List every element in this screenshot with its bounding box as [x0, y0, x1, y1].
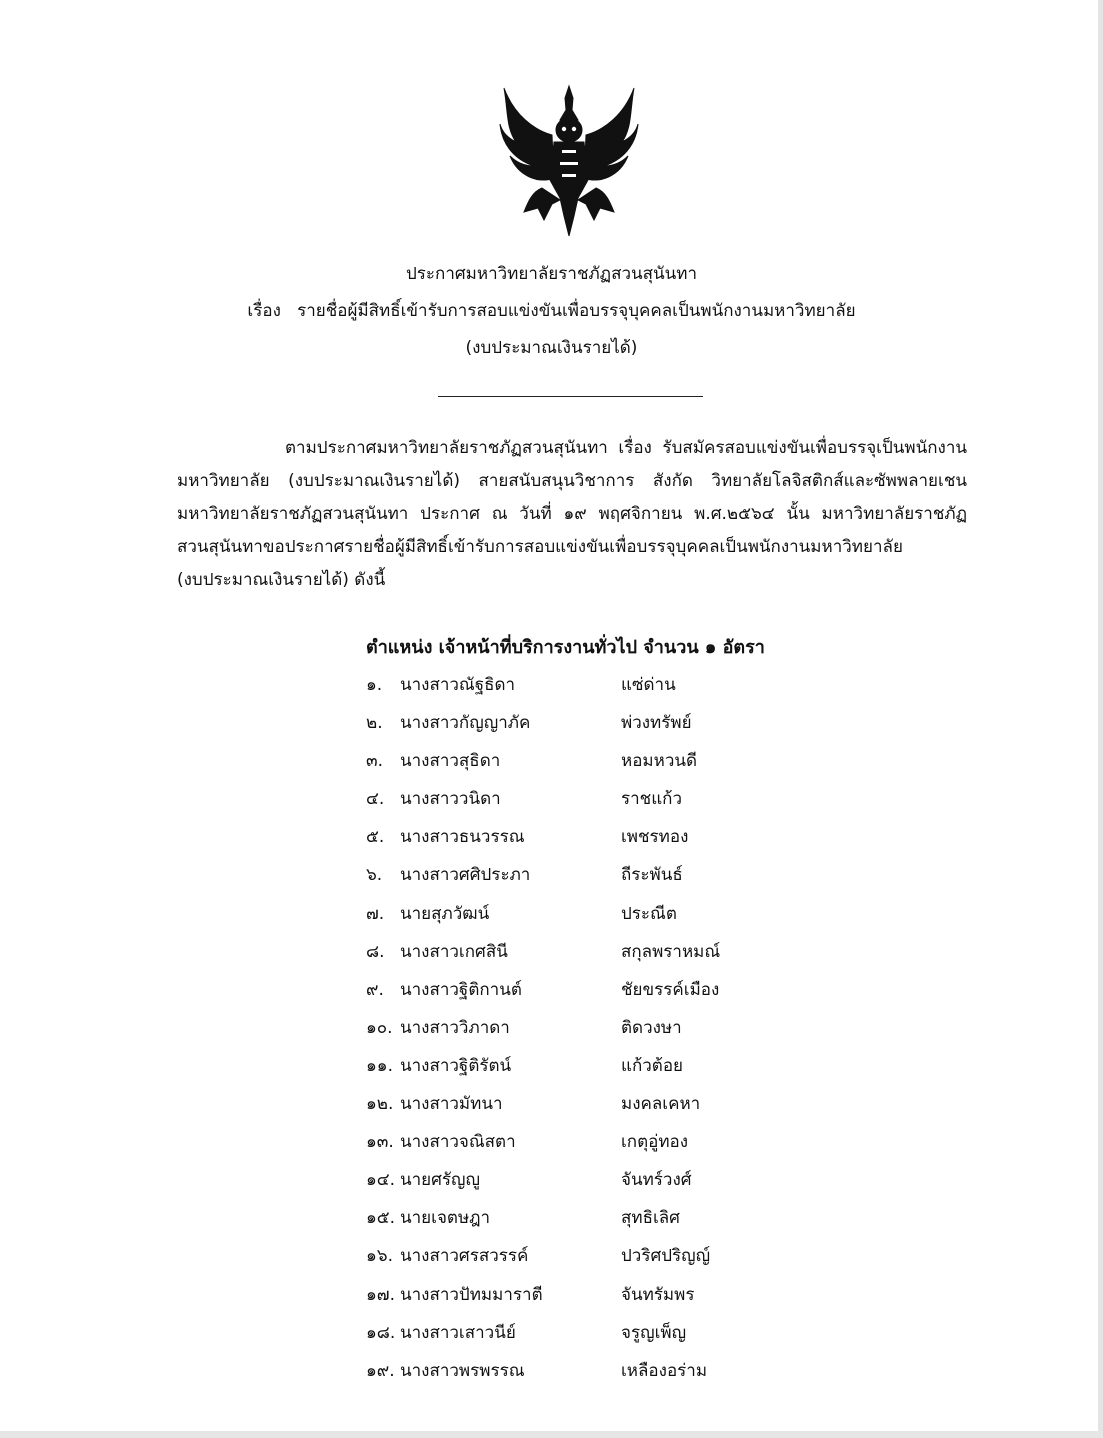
candidate-last-name: สกุลพราหมณ์ [621, 941, 721, 962]
list-item [366, 670, 786, 708]
candidate-number: ๑๒. [366, 1094, 394, 1115]
candidate-last-name: แก้วต้อย [621, 1055, 684, 1076]
candidate-first-name: นางสาววนิดา [400, 789, 501, 810]
candidate-first-name: นางสาวเสาวนีย์ [400, 1322, 516, 1343]
body-line: มหาวิทยาลัย (งบประมาณเงินรายได้) สายสนับสนุนวิชาการ สังกัด วิทยาลัยโลจิสติกส์และซัพพลายเชน [177, 471, 967, 491]
announcement-subject-line [0, 299, 1103, 323]
candidate-first-name: นางสาวฐิติกานต์ [400, 979, 522, 1000]
candidate-number: ๔. [366, 789, 385, 810]
candidate-last-name: พ่วงทรัพย์ [621, 713, 692, 734]
list-item [366, 860, 786, 898]
candidate-first-name: นางสาวมัทนา [400, 1094, 503, 1115]
candidate-last-name: มงคลเคหา [621, 1094, 701, 1115]
title-divider [438, 396, 703, 397]
candidate-number: ๑๓. [366, 1132, 394, 1153]
candidate-last-name: เหลืองอร่าม [621, 1360, 708, 1381]
list-item [366, 1356, 786, 1394]
candidate-number: ๕. [366, 827, 385, 848]
list-item [366, 899, 786, 937]
announcement-title: ประกาศมหาวิทยาลัยราชภัฏสวนสุนันทา [405, 264, 698, 284]
candidate-first-name: นางสาวศรสวรรค์ [400, 1246, 529, 1267]
candidate-last-name: ประณีต [621, 903, 677, 924]
candidate-last-name: ราชแก้ว [621, 789, 683, 810]
candidate-last-name: จรูญเพ็ญ [621, 1322, 687, 1343]
candidate-number: ๗. [366, 903, 385, 924]
candidate-first-name: นางสาวจณิสตา [400, 1132, 516, 1153]
body-paragraph [177, 432, 967, 597]
list-item [366, 822, 786, 860]
candidate-last-name: ติดวงษา [621, 1017, 682, 1038]
candidate-first-name: นางสาวปัทมมาราตี [400, 1284, 543, 1305]
candidate-list [366, 670, 786, 1394]
list-item [366, 1051, 786, 1089]
body-line: ตามประกาศมหาวิทยาลัยราชภัฏสวนสุนันทา เรื่อง รับสมัครสอบแข่งขันเพื่อบรรจุเป็นพนักงาน [285, 438, 967, 458]
candidate-last-name: หอมหวนดี [621, 751, 698, 772]
list-item [366, 1089, 786, 1127]
body-line: มหาวิทยาลัยราชภัฏสวนสุนันทา ประกาศ ณ วันที่ ๑๙ พฤศจิกายน พ.ศ.๒๕๖๔ นั้น มหาวิทยาลัยราชภัฏ [177, 504, 967, 524]
candidate-number: ๘. [366, 941, 385, 962]
candidate-last-name: ปวริศปริญญ์ [621, 1246, 711, 1267]
candidate-last-name: จันทร์วงศ์ [621, 1170, 692, 1191]
candidate-number: ๑๘. [366, 1322, 396, 1343]
candidate-first-name: นางสาวฐิติรัตน์ [400, 1055, 512, 1076]
candidate-first-name: นางสาวสุธิดา [400, 751, 501, 772]
candidate-number: ๑๑. [366, 1055, 393, 1076]
candidate-first-name: นายเจตษฎา [400, 1208, 491, 1229]
page-edge-bottom [0, 1431, 1103, 1438]
candidate-number: ๑๗. [366, 1284, 395, 1305]
body-line: (งบประมาณเงินรายได้) ดังนี้ [177, 570, 386, 590]
list-item [366, 937, 786, 975]
subject-label: เรื่อง [247, 301, 281, 321]
candidate-last-name: แซ่ด่าน [621, 675, 676, 695]
position-heading: ตำแหน่ง เจ้าหน้าที่บริการงานทั่วไป จำนวน ๑ อัตรา [366, 637, 765, 658]
candidate-first-name: นางสาวกัญญาภัค [400, 713, 531, 734]
garuda-emblem-icon [494, 80, 644, 240]
announcement-subject: รายชื่อผู้มีสิทธิ์เข้ารับการสอบแข่งขันเพื่อบรรจุบุคคลเป็นพนักงานมหาวิทยาลัย [297, 301, 856, 321]
list-item [366, 708, 786, 746]
candidate-first-name: นางสาวพรพรรณ [400, 1360, 525, 1381]
candidate-number: ๖. [366, 865, 383, 886]
candidate-last-name: ชัยขรรค์เมือง [621, 979, 720, 1000]
candidate-number: ๑๔. [366, 1170, 396, 1191]
list-item [366, 1013, 786, 1051]
list-item [366, 784, 786, 822]
candidate-number: ๑๖. [366, 1246, 393, 1267]
candidate-number: ๒. [366, 713, 383, 734]
list-item [366, 1203, 786, 1241]
candidate-number: ๑๐. [366, 1017, 393, 1038]
list-item [366, 746, 786, 784]
list-item [366, 1165, 786, 1203]
announcement-budget: (งบประมาณเงินรายได้) [465, 338, 638, 358]
candidate-first-name: นางสาวเกศสินี [400, 941, 508, 962]
body-line: สวนสุนันทาขอประกาศรายชื่อผู้มีสิทธิ์เข้ารับการสอบแข่งขันเพื่อบรรจุบุคคลเป็นพนักงานมหาวิทยาลัย [177, 537, 903, 557]
candidate-last-name: สุทธิเลิศ [621, 1208, 680, 1229]
candidate-number: ๓. [366, 751, 384, 772]
list-item [366, 975, 786, 1013]
candidate-first-name: นายสุภวัฒน์ [400, 903, 490, 924]
candidate-last-name: ถีระพันธ์ [621, 865, 683, 886]
candidate-number: ๑๙. [366, 1360, 395, 1381]
list-item [366, 1280, 786, 1318]
candidate-last-name: เกตุอู่ทอง [621, 1132, 689, 1153]
candidate-last-name: เพชรทอง [621, 827, 689, 848]
list-item [366, 1318, 786, 1356]
candidate-number: ๑. [366, 675, 383, 695]
candidate-number: ๙. [366, 979, 384, 1000]
candidate-number: ๑๕. [366, 1208, 396, 1229]
list-item [366, 1241, 786, 1279]
candidate-first-name: นางสาวธนวรรณ [400, 827, 525, 848]
list-item [366, 1127, 786, 1165]
candidate-first-name: นางสาวศศิประภา [400, 865, 531, 886]
candidate-first-name: นายศรัญญู [400, 1170, 481, 1191]
page-edge-right [1098, 0, 1103, 1438]
candidate-last-name: จันทรัมพร [621, 1284, 695, 1305]
candidate-first-name: นางสาววิภาดา [400, 1017, 510, 1038]
candidate-first-name: นางสาวณัฐธิดา [400, 675, 516, 695]
